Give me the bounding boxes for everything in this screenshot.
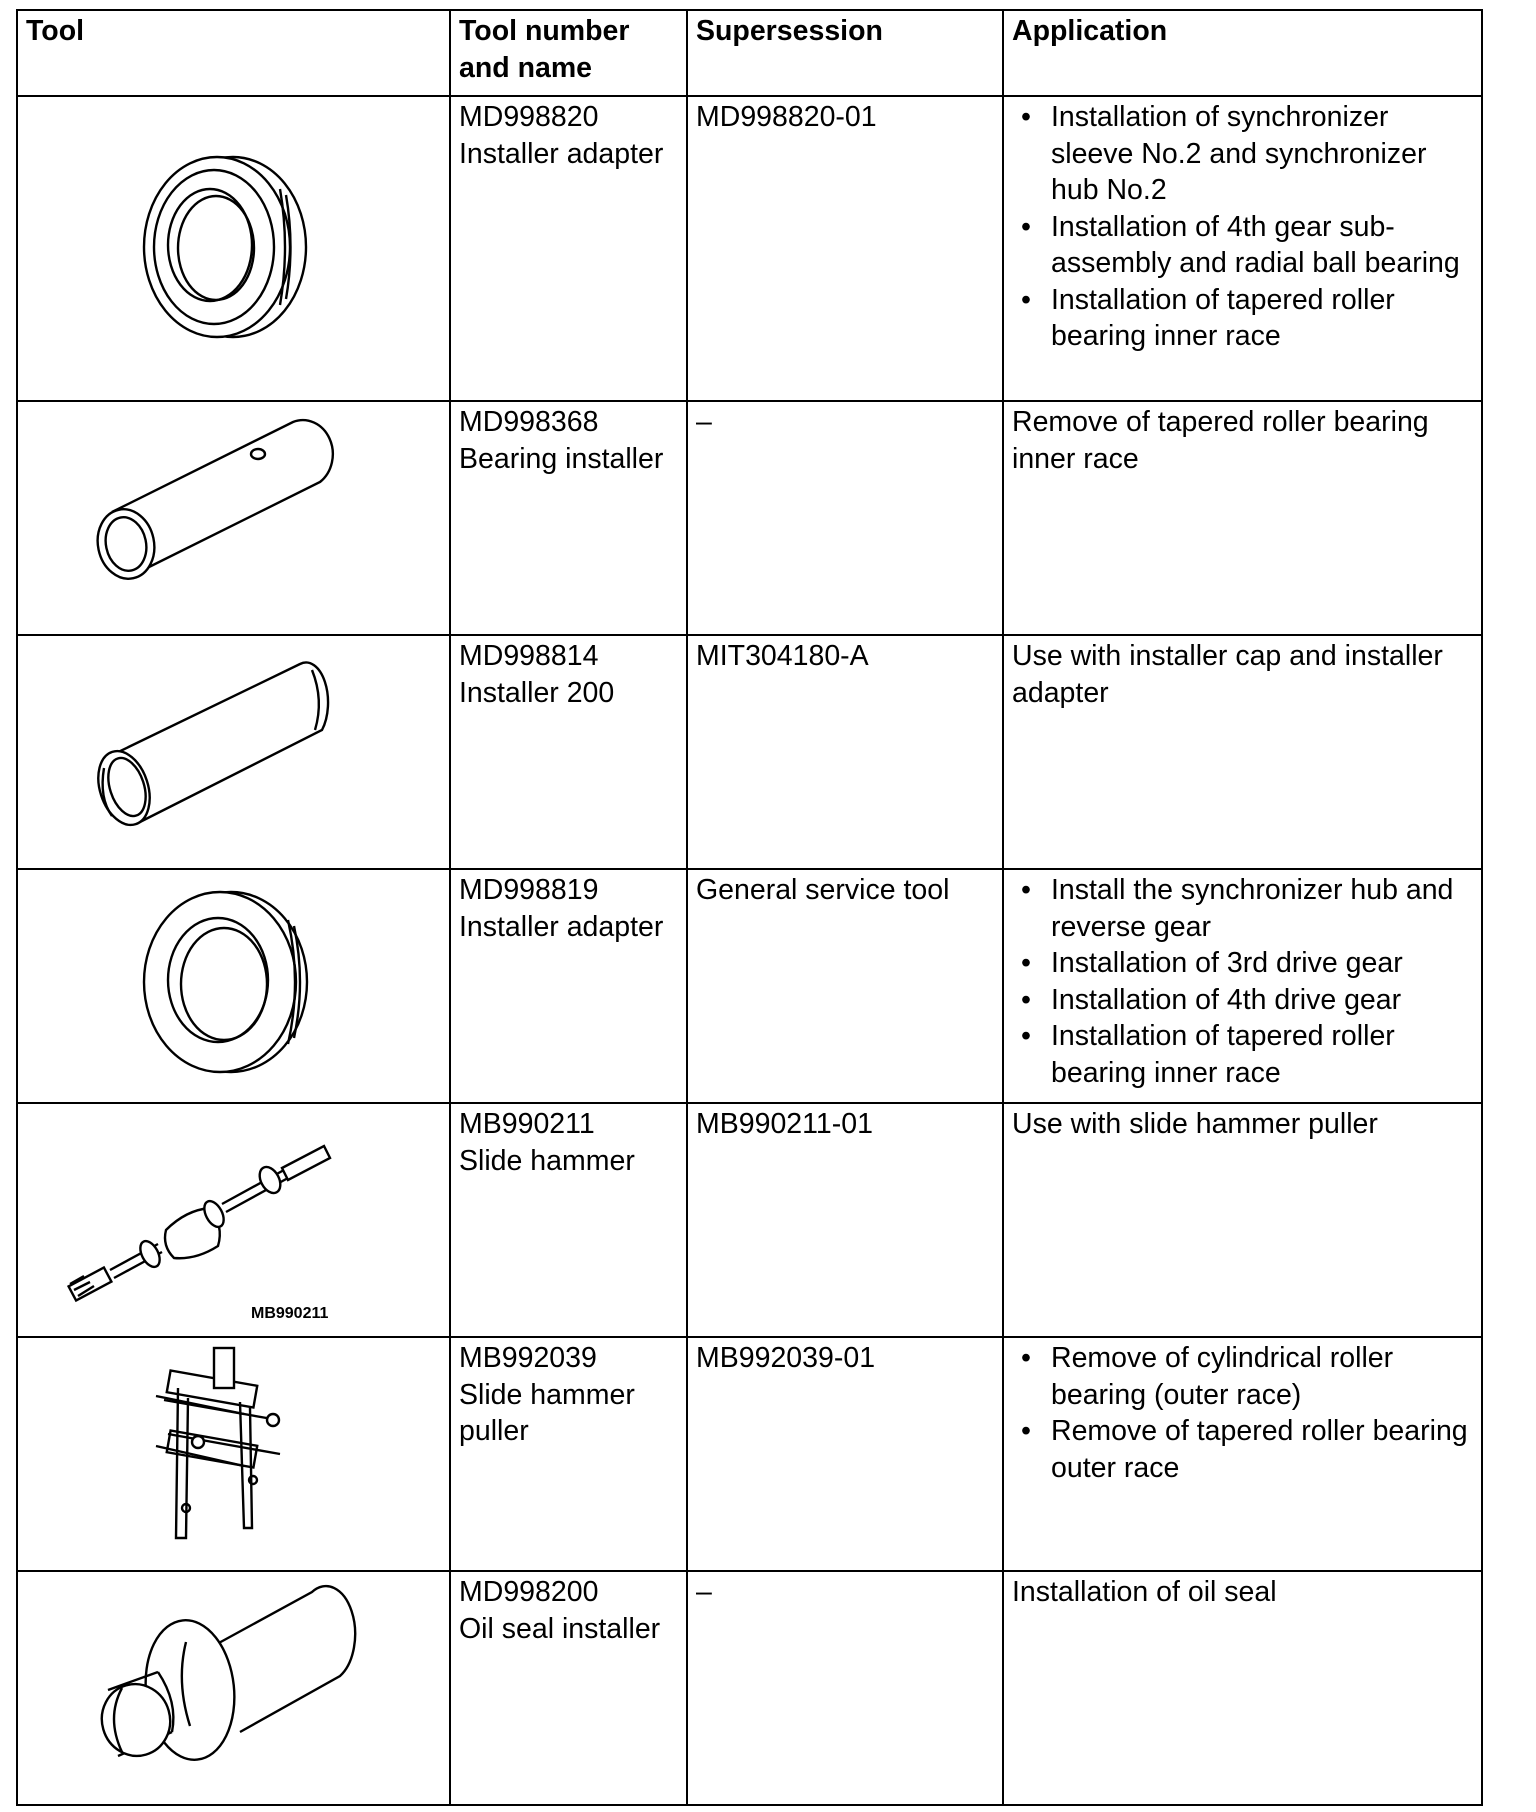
tool-number: MD998368 xyxy=(459,406,599,438)
supersession-cell: – xyxy=(687,401,1003,635)
tool-number-cell xyxy=(450,1571,687,1805)
tool-image-cell xyxy=(17,1103,450,1337)
oil-seal-installer-illustration xyxy=(18,1572,451,1800)
application-item: • Install the synchronizer hub and reverse gear xyxy=(1012,872,1475,945)
application-item: • Installation of 4th gear sub-assembly and radial ball bearing xyxy=(1012,209,1475,282)
table-row xyxy=(17,1571,1482,1805)
tool-number-cell xyxy=(450,635,687,869)
tool-number-cell xyxy=(450,1103,687,1337)
tool-number-cell xyxy=(450,1337,687,1571)
header-row xyxy=(17,10,1482,96)
supersession-cell: MB992039-01 xyxy=(687,1337,1003,1571)
slide-hammer-puller-illustration xyxy=(18,1338,451,1566)
tool-image-cell xyxy=(17,869,450,1103)
bearing-installer-tube-illustration xyxy=(18,402,451,630)
tool-name-line1: Slide hammer xyxy=(459,1378,635,1411)
tool-number-cell xyxy=(450,869,687,1103)
supersession-cell: MIT304180-A xyxy=(687,635,1003,869)
tool-number: MD998200 xyxy=(459,1576,599,1608)
supersession-cell: MD998820-01 xyxy=(687,96,1003,401)
application-list xyxy=(1012,1340,1475,1486)
tool-number: MD998814 xyxy=(459,640,599,672)
installer-adapter-ring-illustration xyxy=(18,97,451,396)
header-supersession: Supersession xyxy=(687,10,1003,96)
application-list xyxy=(1012,99,1475,355)
tool-number: MB990211 xyxy=(459,1108,595,1140)
table-row xyxy=(17,1103,1482,1337)
installer-200-tube-illustration xyxy=(18,636,451,864)
tool-number: MB992039 xyxy=(459,1342,597,1374)
header-tool: Tool xyxy=(17,10,450,96)
tool-number: MD998819 xyxy=(459,874,599,906)
tool-image-cell xyxy=(17,401,450,635)
supersession-cell: General service tool xyxy=(687,869,1003,1103)
application-item: • Installation of 4th drive gear xyxy=(1012,982,1475,1019)
application-item: • Installation of tapered roller bearing inner race xyxy=(1012,1018,1475,1091)
tool-name: Installer 200 xyxy=(459,676,615,709)
tool-number-cell xyxy=(450,401,687,635)
tool-image-cell xyxy=(17,1337,450,1571)
application-item: • Installation of tapered roller bearing inner race xyxy=(1012,282,1475,355)
application-cell: Use with slide hammer puller xyxy=(1003,1103,1482,1337)
tool-image-cell xyxy=(17,1571,450,1805)
header-tool-number xyxy=(450,10,687,96)
tool-number: MD998820 xyxy=(459,101,599,133)
tool-name: Installer adapter xyxy=(459,137,664,170)
tool-name: Slide hammer xyxy=(459,1144,635,1177)
slide-hammer-illustration xyxy=(18,1104,451,1332)
tool-name: Oil seal installer xyxy=(459,1612,661,1645)
tool-number-cell xyxy=(450,96,687,401)
application-cell: Use with installer cap and installer adapter xyxy=(1003,635,1482,869)
special-tools-table xyxy=(16,9,1483,1806)
table-row xyxy=(17,401,1482,635)
table-row xyxy=(17,635,1482,869)
tool-name: Bearing installer xyxy=(459,442,664,475)
application-cell: Installation of oil seal xyxy=(1003,1571,1482,1805)
tool-image-cell xyxy=(17,635,450,869)
tool-name-line2: puller xyxy=(459,1415,529,1447)
header-tool-number-line1: Tool number xyxy=(459,15,630,47)
application-cell xyxy=(1003,869,1482,1103)
tool-image-cell xyxy=(17,96,450,401)
supersession-cell: MB990211-01 xyxy=(687,1103,1003,1337)
application-item: • Installation of 3rd drive gear xyxy=(1012,945,1475,982)
application-item: • Remove of cylindrical roller bearing (outer race) xyxy=(1012,1340,1475,1413)
installer-adapter-ring-illustration xyxy=(18,870,451,1098)
application-item: • Installation of synchronizer sleeve No.2 and synchronizer hub No.2 xyxy=(1012,99,1475,209)
table-row xyxy=(17,96,1482,401)
tool-image-caption: MB990211 xyxy=(251,1305,329,1322)
table-row xyxy=(17,869,1482,1103)
header-tool-number-line2: and name xyxy=(459,51,593,84)
table-row xyxy=(17,1337,1482,1571)
header-application: Application xyxy=(1003,10,1482,96)
application-cell xyxy=(1003,96,1482,401)
supersession-cell: – xyxy=(687,1571,1003,1805)
application-cell: Remove of tapered roller bearing inner race xyxy=(1003,401,1482,635)
application-item: • Remove of tapered roller bearing outer race xyxy=(1012,1413,1475,1486)
tool-name: Installer adapter xyxy=(459,910,664,943)
application-list xyxy=(1012,872,1475,1091)
application-cell xyxy=(1003,1337,1482,1571)
